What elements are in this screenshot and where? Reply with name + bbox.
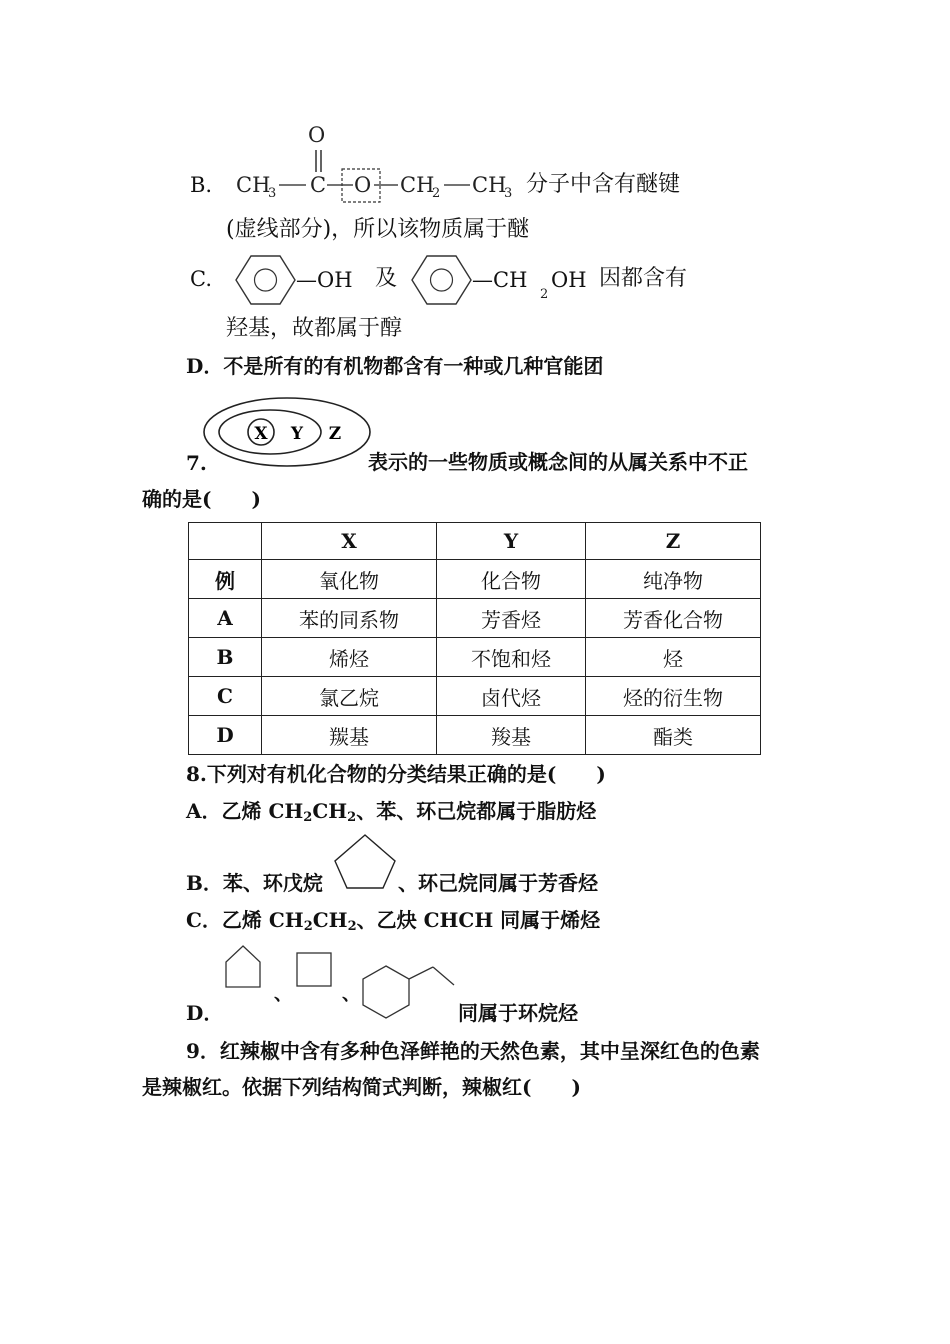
methyl-group: CH (236, 173, 271, 197)
table-cell: 烃的衍生物 (586, 677, 761, 716)
option-c-label: C. (190, 267, 212, 291)
question-8-option-c: C．乙烯 $CH_2CH_2$、乙炔 CHCH 同属于烯烃 (186, 908, 601, 934)
ether-oxygen: O (354, 173, 372, 197)
table-cell: 纯净物 (586, 560, 761, 599)
table-cell: 芳香烃 (437, 599, 586, 638)
svg-text:3: 3 (268, 186, 277, 201)
svg-text:2: 2 (540, 287, 549, 302)
question-7-stem-line1: 表示的一些物质或概念间的从属关系中不正 (368, 450, 748, 474)
table-cell: 氧化物 (262, 560, 437, 599)
question-7-number: 7. (186, 451, 207, 475)
venn-y: Y (290, 424, 304, 444)
table-cell: 烯烃 (262, 638, 437, 677)
option-c-mid: CH (312, 908, 348, 932)
option-d-separator: 、 (274, 984, 292, 1005)
table-cell: 卤代烃 (437, 677, 586, 716)
venn-z: Z (328, 424, 342, 444)
table-cell: 氯乙烷 (262, 677, 437, 716)
table-cell: 化合物 (437, 560, 586, 599)
and-text: 及 (375, 266, 398, 291)
option-d-text: D．不是所有的有机物都含有一种或几种官能团 (186, 354, 604, 378)
option-b-label: B. (190, 173, 213, 197)
table-header-cell: Y (437, 523, 586, 560)
methylcyclohexane-icon (363, 966, 409, 1018)
option-b-post-text: 、环己烷同属于芳香烃 (398, 871, 598, 895)
carbonyl-carbon: C (310, 173, 327, 197)
option-c-pre: C．乙烯 CH (186, 908, 304, 932)
venn-x: X (254, 424, 268, 444)
pentagon-ring-icon (226, 946, 260, 987)
phenol-oh: —OH (296, 268, 353, 292)
svg-text:3: 3 (504, 186, 513, 201)
table-cell: B (189, 638, 262, 677)
option-c-post: 、乙炔 CHCH 同属于烯烃 (356, 908, 601, 932)
table-cell: 羧基 (437, 716, 586, 755)
table-cell: 羰基 (262, 716, 437, 755)
option-c-tail: 因都含有 (599, 266, 688, 291)
table-cell: 不饱和烃 (437, 638, 586, 677)
table-cell: C (189, 677, 262, 716)
table-cell: 苯的同系物 (262, 599, 437, 638)
question-8-option-a: A．乙烯 $CH_2CH_2$、苯、环己烷都属于脂肪烃 (186, 799, 597, 825)
question-9-line1: 9．红辣椒中含有多种色泽鲜艳的天然色素，其中呈深红色的色素 (186, 1039, 760, 1063)
table-cell: D (189, 716, 262, 755)
carbonyl-oxygen: O (308, 123, 326, 147)
option-a-pre: A．乙烯 CH (186, 799, 304, 823)
table-cell: 酯类 (586, 716, 761, 755)
option-d-label: D． (186, 1001, 224, 1025)
question-8-stem: 8.下列对有机化合物的分类结果正确的是( ) (186, 762, 606, 786)
table-header-cell: X (262, 523, 437, 560)
option-d-post: 同属于环烷烃 (458, 1001, 578, 1025)
option-b-line2: (虚线部分)，所以该物质属于醚 (226, 217, 530, 242)
svg-text:2: 2 (432, 186, 441, 201)
question-7-stem-line2: 确的是( ) (142, 487, 261, 511)
terminal-methyl: CH (472, 173, 507, 197)
table-cell: A (189, 599, 262, 638)
option-d-separator: 、 (342, 984, 360, 1005)
table-cell: 芳香化合物 (586, 599, 761, 638)
benzyl-ch2: —CH (472, 268, 528, 292)
methylene-group: CH (400, 173, 435, 197)
option-a-post: 、苯、环己烷都属于脂肪烃 (356, 799, 597, 823)
table-cell: 烃 (586, 638, 761, 677)
benzyl-oh: OH (551, 268, 587, 292)
option-b-tail: 分子中含有醚键 (526, 172, 681, 197)
table-header-cell: Z (586, 523, 761, 560)
option-b-pre-text: B．苯、环戊烷 (186, 871, 323, 895)
option-a-mid: CH (312, 799, 348, 823)
table-cell: 例 (189, 560, 262, 599)
cyclobutane-icon (297, 953, 331, 986)
question-9-line2: 是辣椒红。依据下列结构简式判断，辣椒红( ) (142, 1075, 581, 1099)
option-c-line2: 羟基，故都属于醇 (226, 316, 403, 341)
